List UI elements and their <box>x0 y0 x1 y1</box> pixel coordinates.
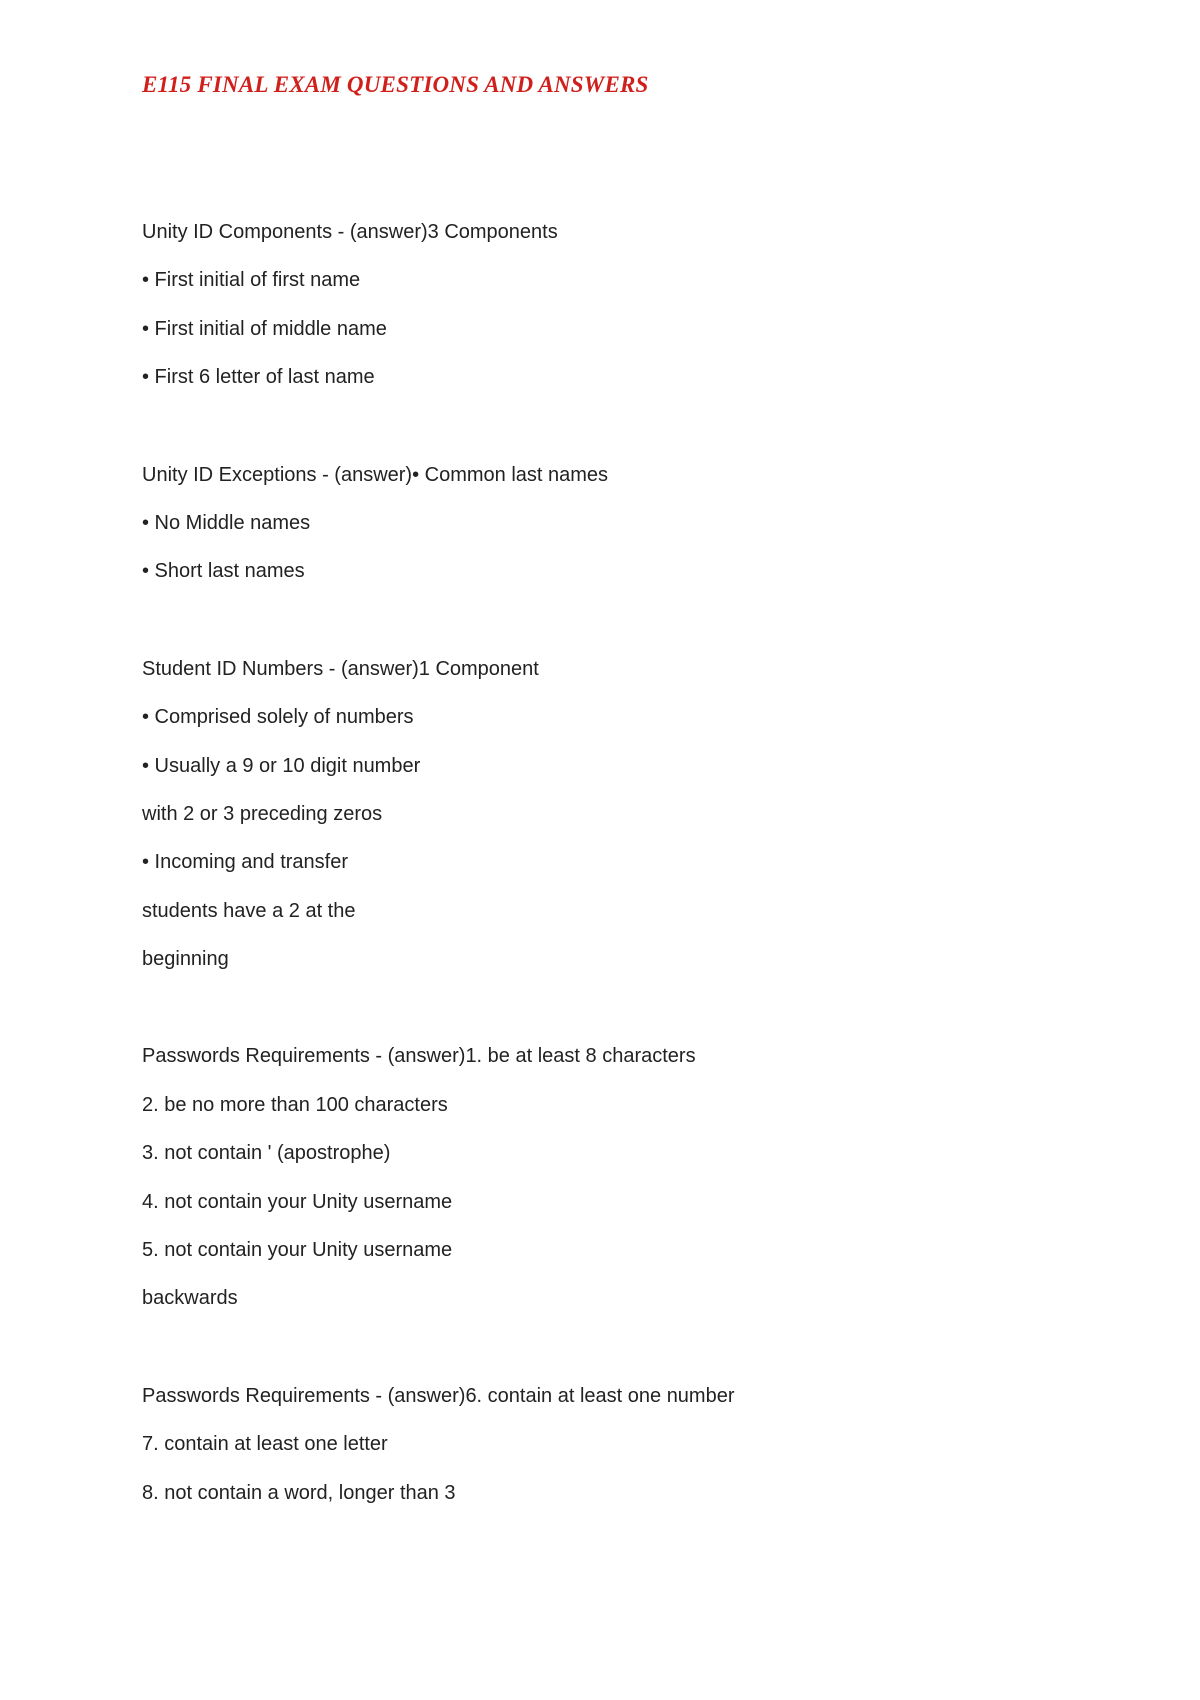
answer-line: • Short last names <box>142 560 305 583</box>
question-line: Passwords Requirements - (answer)1. be at least 8 characters <box>142 1045 696 1068</box>
answer-line: • First initial of middle name <box>142 317 387 340</box>
qa-section-unity-id-components <box>142 218 1142 412</box>
answer-line: beginning <box>142 948 229 971</box>
answer-line: • No Middle names <box>142 511 311 534</box>
question-line: Student ID Numbers - (answer)1 Component <box>142 657 539 680</box>
answer-line: • Comprised solely of numbers <box>142 706 414 729</box>
qa-section-student-id-numbers <box>142 655 1142 994</box>
document-title: E115 FINAL EXAM QUESTIONS AND ANSWERS <box>142 72 649 97</box>
answer-line: backwards <box>142 1287 238 1310</box>
question-line: Unity ID Components - (answer)3 Components <box>142 221 558 243</box>
answer-line: with 2 or 3 preceding zeros <box>142 802 383 825</box>
answer-line: • First initial of first name <box>142 269 361 292</box>
qa-section-password-requirements-2 <box>142 1382 1142 1527</box>
qa-section-unity-id-exceptions <box>142 461 1142 606</box>
answer-line: • Incoming and transfer <box>142 851 348 874</box>
question-line: Passwords Requirements - (answer)6. contain at least one number <box>142 1384 735 1407</box>
answer-line: 4. not contain your Unity username <box>142 1190 453 1213</box>
answer-line: • Usually a 9 or 10 digit number <box>142 754 421 777</box>
answer-line: 3. not contain ' (apostrophe) <box>142 1142 391 1165</box>
qa-section-password-requirements-1 <box>142 1042 1142 1332</box>
answer-line: 5. not contain your Unity username <box>142 1239 453 1262</box>
answer-line: 7. contain at least one letter <box>142 1433 388 1456</box>
answer-line: students have a 2 at the <box>142 899 356 922</box>
answer-line: 2. be no more than 100 characters <box>142 1093 448 1116</box>
question-line: Unity ID Exceptions - (answer)• Common last names <box>142 463 609 486</box>
document-body <box>142 218 1142 1576</box>
answer-line: • First 6 letter of last name <box>142 366 375 389</box>
answer-line: 8. not contain a word, longer than 3 <box>142 1481 456 1504</box>
